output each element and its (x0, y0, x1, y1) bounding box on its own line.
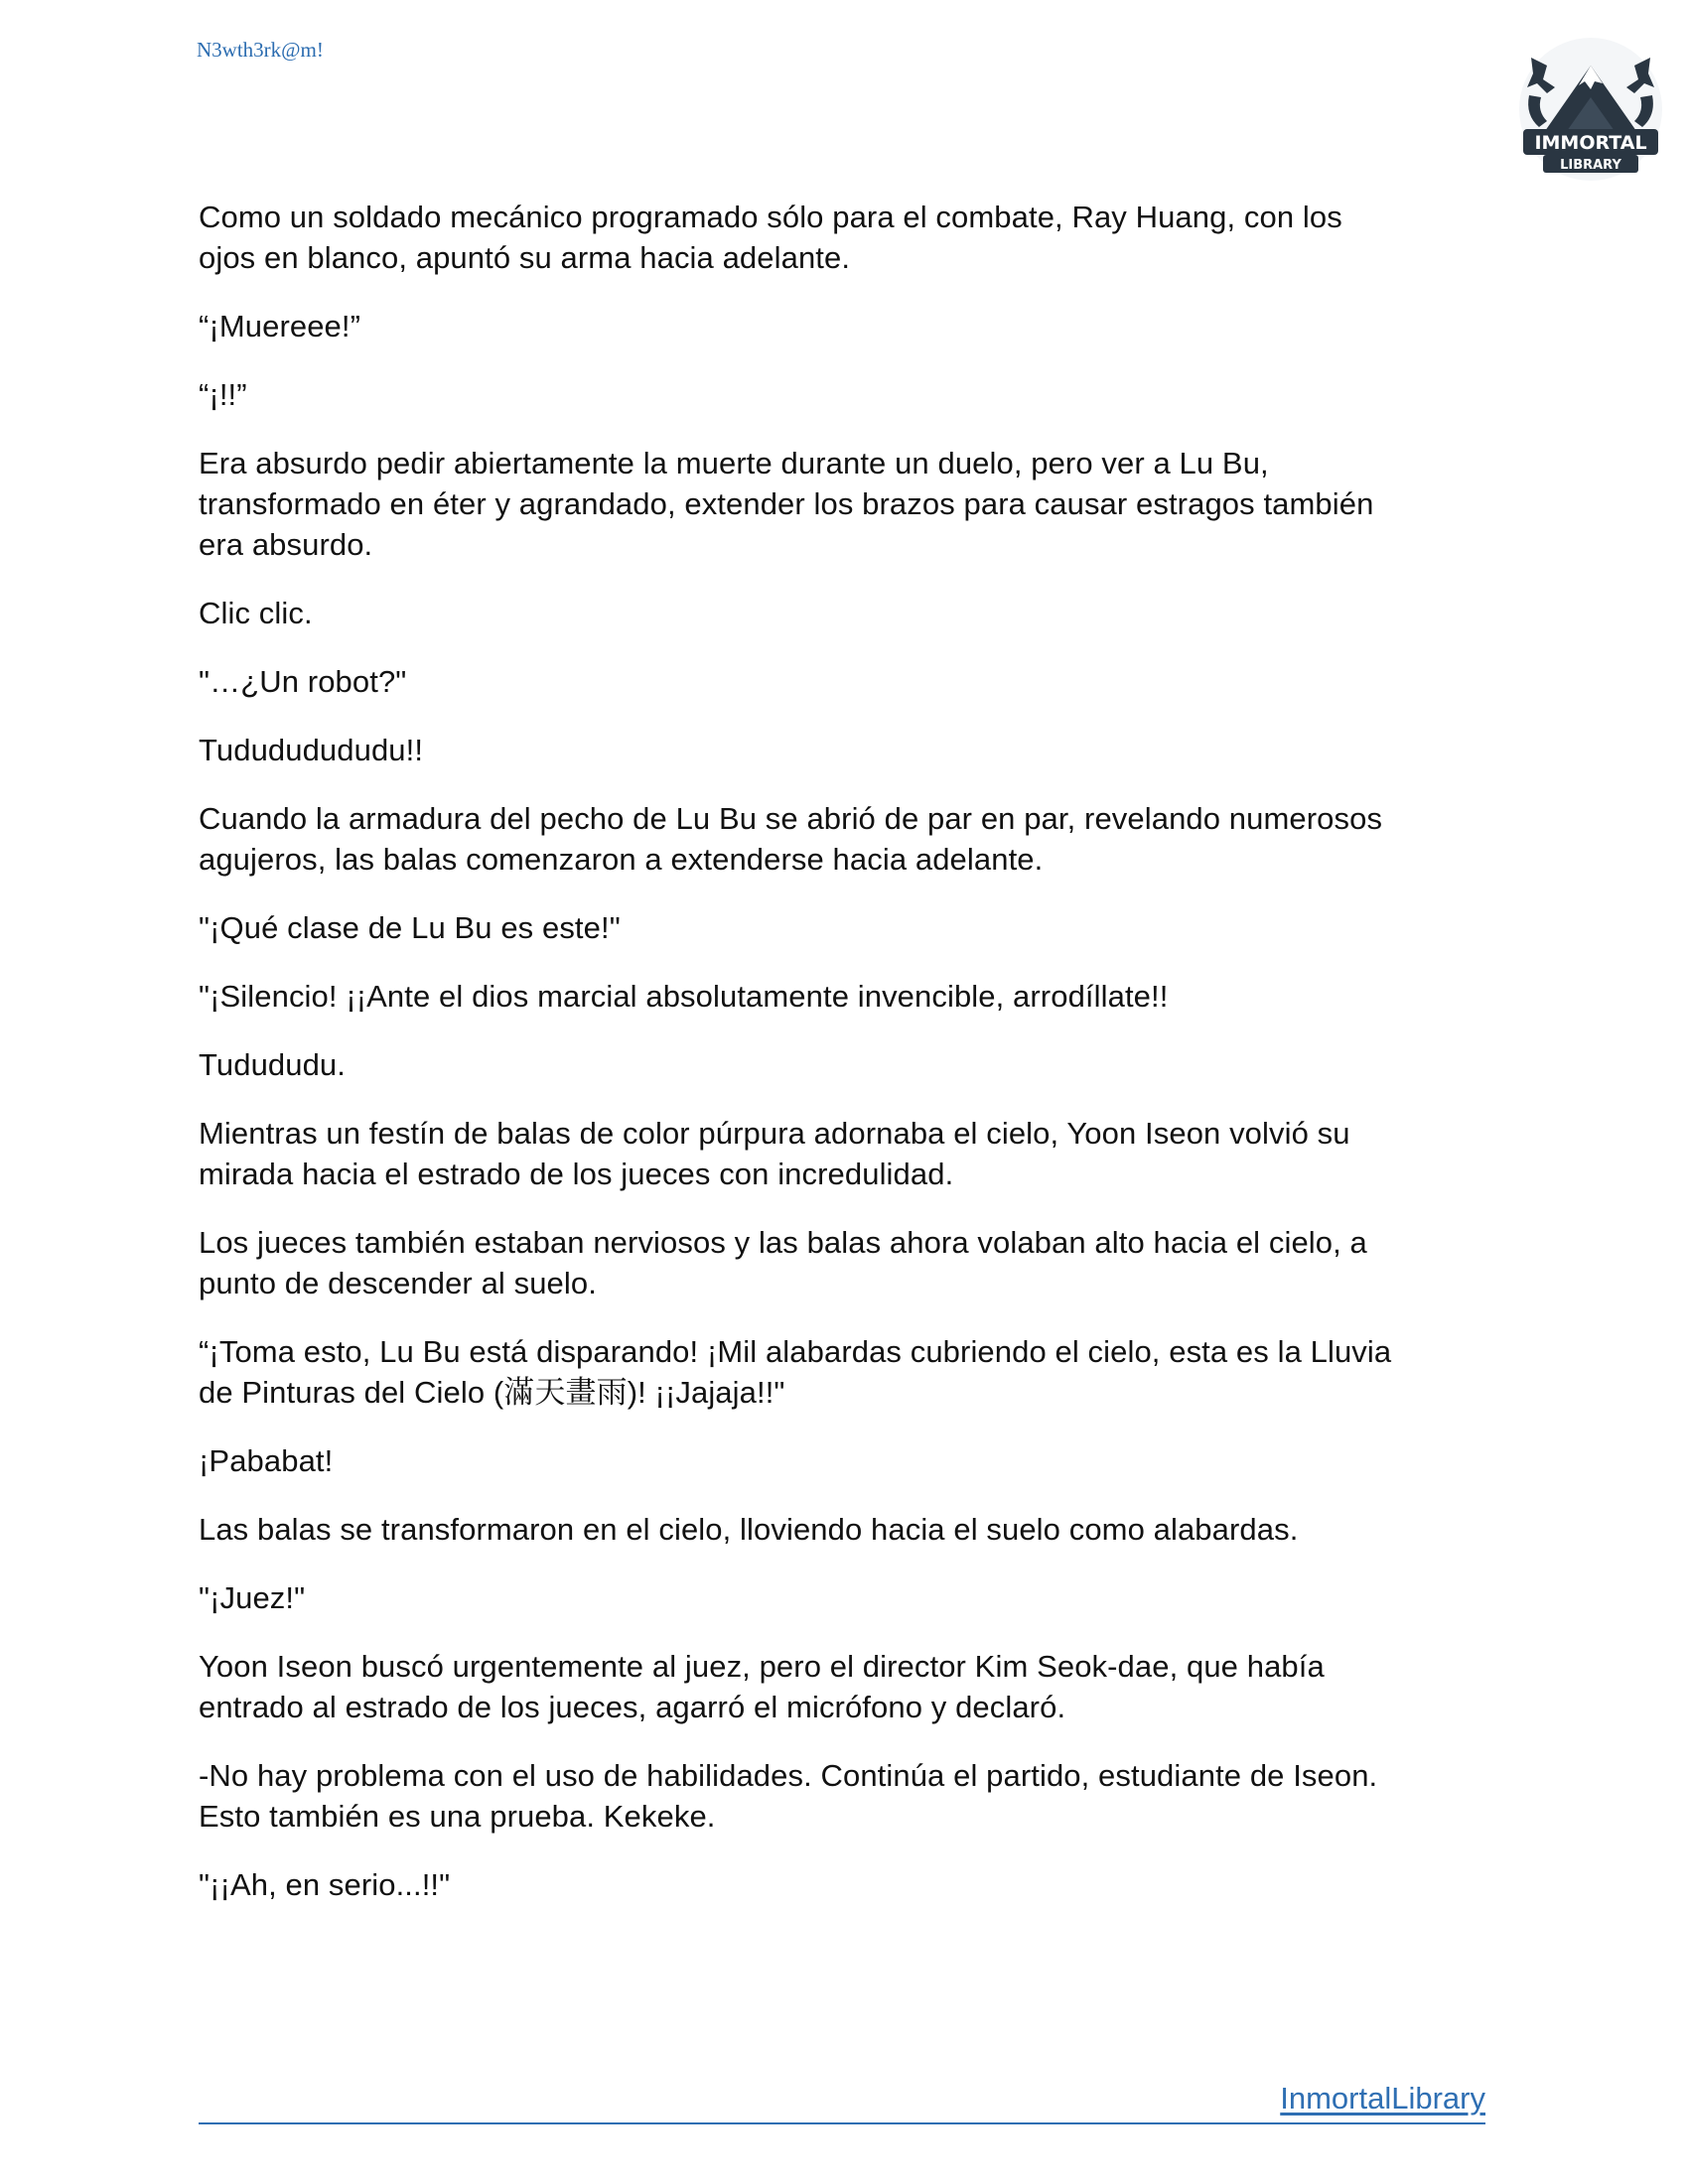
paragraph: Clic clic. (199, 596, 313, 630)
paragraph: Mientras un festín de balas de color púrpura adornaba el cielo, Yoon Iseon volvió su mirada hacia el estrado de los jueces con incredulidad. (199, 1116, 1350, 1191)
paragraph: Tudududududu!! (199, 733, 424, 767)
header-watermark[interactable]: N3wth3rk@m! (197, 38, 324, 62)
paragraph: Yoon Iseon buscó urgentemente al juez, pero el director Kim Seok-dae, que había entrado al estrado de los jueces, agarró el micrófono y declaró. (199, 1649, 1325, 1724)
paragraph: Como un soldado mecánico programado sólo para el combate, Ray Huang, con los ojos en blanco, apuntó su arma hacia adelante. (199, 200, 1342, 275)
footer-link[interactable]: InmortalLibrary (1280, 2081, 1485, 2116)
paragraph: Las balas se transformaron en el cielo, lloviendo hacia el suelo como alabardas. (199, 1512, 1299, 1547)
paragraph: Cuando la armadura del pecho de Lu Bu se abrió de par en par, revelando numerosos agujeros, las balas comenzaron a extenderse hacia adelante. (199, 801, 1383, 877)
paragraph: "…¿Un robot?" (199, 664, 407, 699)
paragraph: "¡¡Ah, en serio...!!" (199, 1867, 451, 1902)
paragraph: Tudududu. (199, 1047, 346, 1082)
paragraph: Los jueces también estaban nerviosos y las balas ahora volaban alto hacia el cielo, a punto de descender al suelo. (199, 1225, 1367, 1300)
paragraph: "¡Juez!" (199, 1580, 306, 1615)
logo-text-line2: LIBRARY (1560, 158, 1621, 173)
logo-text-line1: IMMORTAL (1534, 132, 1647, 154)
paragraph: ¡Pababat! (199, 1443, 334, 1478)
logo-graphic (1517, 36, 1664, 183)
paragraph: “¡!!” (199, 377, 247, 412)
paragraph: "¡Silencio! ¡¡Ante el dios marcial absolutamente invencible, arrodíllate!! (199, 979, 1169, 1014)
paragraph: “¡Toma esto, Lu Bu está disparando! ¡Mil alabardas cubriendo el cielo, esta es la Lluvia de Pinturas del Cielo (滿天畫雨)! ¡¡Jajaja!!" (199, 1334, 1392, 1410)
immortal-library-logo (1517, 36, 1664, 183)
paragraph: "¡Qué clase de Lu Bu es este!" (199, 910, 621, 945)
paragraph: “¡Muereee!” (199, 309, 361, 343)
paragraph: Era absurdo pedir abiertamente la muerte durante un duelo, pero ver a Lu Bu, transformado en éter y agrandado, extender los brazos para causar estragos también era absurdo. (199, 446, 1374, 562)
document-body (199, 197, 1489, 1933)
page-footer (199, 2079, 1485, 2124)
paragraph: -No hay problema con el uso de habilidades. Continúa el partido, estudiante de Iseon. Esto también es una prueba. Kekeke. (199, 1758, 1378, 1834)
